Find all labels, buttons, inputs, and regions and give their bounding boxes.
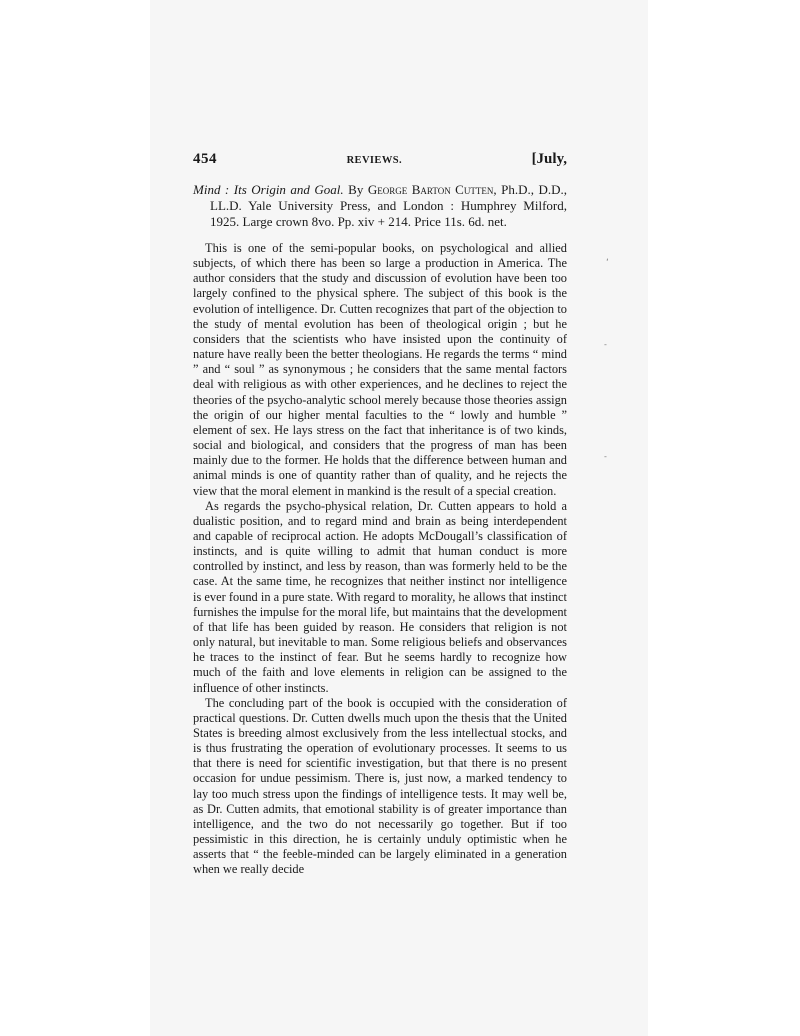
margin-mark: ‘ bbox=[606, 258, 609, 268]
margin-mark: - bbox=[604, 452, 607, 461]
review-paragraph: This is one of the semi-popular books, on psychological and allied subjects, of which there has been so large a production in America. The author considers that the study and discussion of evolution have been too largely confined to the physical sphere. The subject of this book is the evolution of intelligence. Dr. Cutten recognizes that part of the objection to the study of mental evolution has been of theological origin ; but he considers that the scientists who have insisted upon the continuity of nature have really been the better theologians. He regards the terms “ mind ” and “ soul ” as synonymous ; he considers that the same mental factors deal with religious as with other experiences, and he declines to reject the theories of the psycho-analytic school merely because those theories assign the origin of our higher mental faculties to the “ lowly and humble ” element of sex. He lays stress on the fact that inheritance is of two kinds, social and biological, and considers that the progress of man has been mainly due to the former. He holds that the difference between human and animal minds is one of quantity rather than of quality, and he rejects the view that the moral element in mankind is the result of a special creation. bbox=[193, 241, 567, 498]
document-page bbox=[193, 152, 567, 878]
issue-date: [July, bbox=[531, 151, 567, 167]
margin-mark: - bbox=[604, 340, 607, 349]
running-head bbox=[193, 152, 567, 178]
book-title: Mind : Its Origin and Goal. bbox=[193, 182, 344, 197]
section-title: REVIEWS. bbox=[346, 155, 402, 166]
review-paragraph: The concluding part of the book is occupied with the consideration of practical questions. Dr. Cutten dwells much upon the thesis that the United States is breeding almost exclusively from the less intellectual stocks, and is thus frustrating the operation of evolutionary processes. It seems to us that there is need for scientific investigation, but that there is no present occasion for undue pessimism. There is, just now, a marked tendency to lay too much stress upon the findings of intelligence tests. It may well be, as Dr. Cutten admits, that emotional stability is of greater importance than intelligence, and the two do not necessarily go together. But if too pessimistic in this direction, he is certainly unduly optimistic when he asserts that “ the feeble-minded can be largely eliminated in a generation when we really decide bbox=[193, 695, 567, 877]
book-details: , Ph.D., D.D., LL.D. Yale University Press, and London : Humphrey Milford, 1925. Large crown 8vo. Pp. xiv + 214. Price 11s. 6d. net. bbox=[210, 182, 567, 229]
book-citation bbox=[193, 182, 567, 230]
by-word: By bbox=[348, 182, 364, 197]
page-number: 454 bbox=[193, 151, 217, 167]
review-paragraph: As regards the psycho-physical relation, Dr. Cutten appears to hold a dualistic position, and to regard mind and brain as being interdependent and capable of reciprocal action. He adopts McDougall’s classification of instincts, and is quite willing to admit that human conduct is more controlled by instinct, and less by reason, than was formerly held to be the case. At the same time, he recognizes that neither instinct nor intelligence is ever found in a pure state. With regard to morality, he allows that instinct furnishes the impulse for the moral life, but maintains that the development of that life has been guided by reason. He considers that religion is not only natural, but inevitable to man. Some religious beliefs and observances he traces to the instinct of fear. But he seems hardly to recognize how much of the faith and love elements in religion can be assigned to the influence of other instincts. bbox=[193, 498, 567, 695]
book-author: George Barton Cutten bbox=[367, 182, 494, 197]
